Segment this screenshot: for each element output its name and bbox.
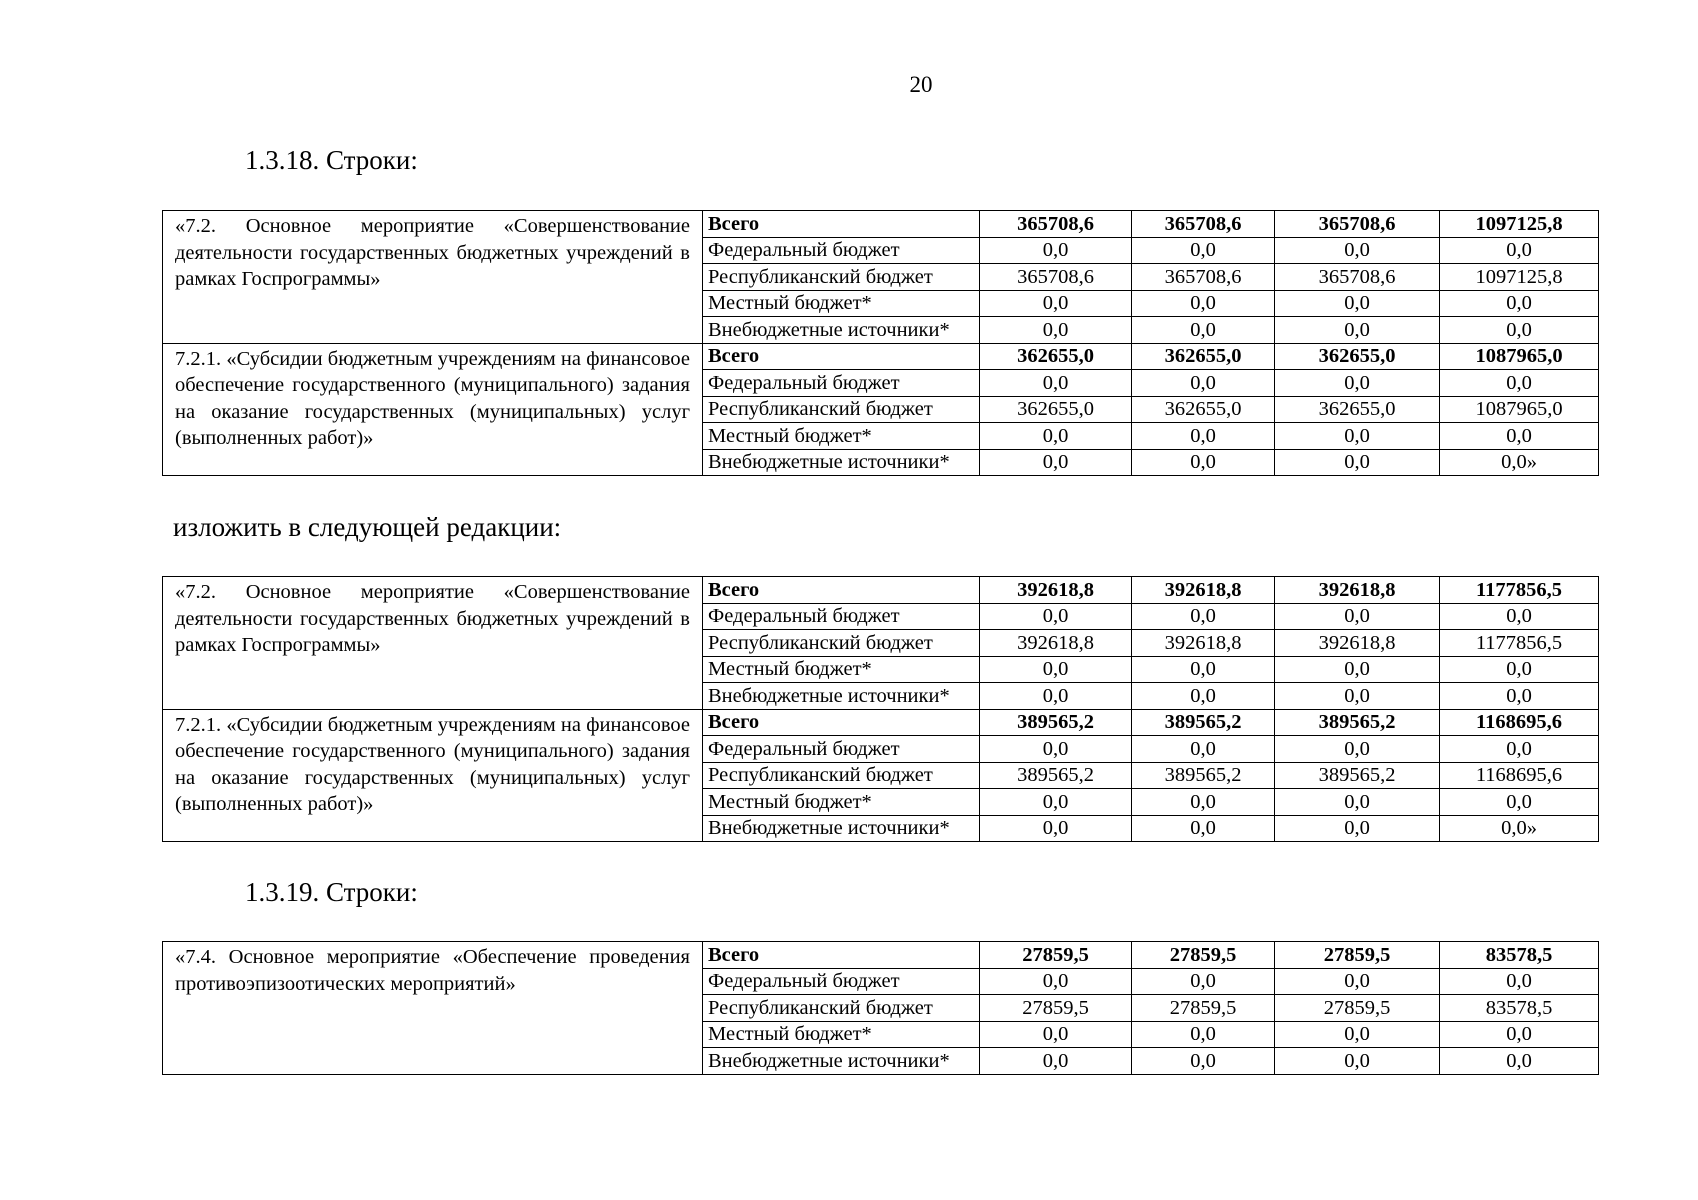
funding-source-cell: Федеральный бюджет — [703, 237, 980, 264]
table-row — [163, 211, 1599, 238]
year-value-cell: 0,0 — [1275, 603, 1440, 630]
year-value-cell: 0,0 — [1132, 237, 1275, 264]
total-value-cell: 83578,5 — [1440, 942, 1599, 969]
year-value-cell: 0,0 — [1275, 1021, 1440, 1048]
year-value-cell: 0,0 — [1275, 789, 1440, 816]
total-value-cell: 0,0 — [1440, 317, 1599, 344]
funding-source-cell: Всего — [703, 709, 980, 736]
funding-source-cell: Федеральный бюджет — [703, 968, 980, 995]
year-value-cell: 392618,8 — [1275, 630, 1440, 657]
year-value-cell: 0,0 — [1132, 449, 1275, 476]
budget-table-new — [162, 576, 1599, 842]
year-value-cell: 0,0 — [1275, 736, 1440, 763]
year-value-cell: 365708,6 — [1132, 211, 1275, 238]
funding-source-cell: Республиканский бюджет — [703, 264, 980, 291]
funding-source-cell: Местный бюджет* — [703, 789, 980, 816]
year-value-cell: 0,0 — [980, 370, 1132, 397]
budget-table-old — [162, 210, 1599, 476]
funding-source-cell: Внебюджетные источники* — [703, 317, 980, 344]
year-value-cell: 362655,0 — [1275, 396, 1440, 423]
funding-source-cell: Местный бюджет* — [703, 656, 980, 683]
measure-description: «7.4. Основное мероприятие «Обеспечение проведения противоэпизоотических мероприятий» — [163, 942, 703, 1075]
total-value-cell: 0,0 — [1440, 968, 1599, 995]
year-value-cell: 0,0 — [980, 449, 1132, 476]
year-value-cell: 27859,5 — [980, 942, 1132, 969]
year-value-cell: 0,0 — [980, 1021, 1132, 1048]
total-value-cell: 1087965,0 — [1440, 396, 1599, 423]
year-value-cell: 0,0 — [1275, 815, 1440, 842]
funding-source-cell: Республиканский бюджет — [703, 630, 980, 657]
funding-source-cell: Внебюджетные источники* — [703, 815, 980, 842]
total-value-cell: 0,0 — [1440, 736, 1599, 763]
total-value-cell: 0,0 — [1440, 423, 1599, 450]
funding-source-cell: Внебюджетные источники* — [703, 449, 980, 476]
total-value-cell: 0,0» — [1440, 449, 1599, 476]
funding-source-cell: Всего — [703, 577, 980, 604]
year-value-cell: 0,0 — [1132, 370, 1275, 397]
year-value-cell: 0,0 — [1132, 290, 1275, 317]
funding-source-cell: Республиканский бюджет — [703, 995, 980, 1022]
total-value-cell: 0,0 — [1440, 683, 1599, 710]
section-heading-1-3-18: 1.3.18. Строки: — [245, 145, 418, 175]
year-value-cell: 389565,2 — [980, 762, 1132, 789]
year-value-cell: 0,0 — [1132, 423, 1275, 450]
total-value-cell: 1087965,0 — [1440, 343, 1599, 370]
total-value-cell: 0,0 — [1440, 603, 1599, 630]
year-value-cell: 0,0 — [980, 683, 1132, 710]
table-row — [163, 577, 1599, 604]
year-value-cell: 365708,6 — [980, 211, 1132, 238]
measure-description: «7.2. Основное мероприятие «Совершенствование деятельности государственных бюджетных учреждений в рамках Госпрограммы» — [163, 577, 703, 710]
year-value-cell: 0,0 — [980, 968, 1132, 995]
year-value-cell: 392618,8 — [980, 577, 1132, 604]
year-value-cell: 0,0 — [1275, 237, 1440, 264]
total-value-cell: 0,0 — [1440, 290, 1599, 317]
year-value-cell: 365708,6 — [1275, 264, 1440, 291]
table-row — [163, 942, 1599, 969]
year-value-cell: 0,0 — [980, 815, 1132, 842]
year-value-cell: 27859,5 — [1132, 995, 1275, 1022]
total-value-cell: 1097125,8 — [1440, 264, 1599, 291]
year-value-cell: 0,0 — [980, 317, 1132, 344]
year-value-cell: 27859,5 — [1275, 942, 1440, 969]
total-value-cell: 0,0 — [1440, 1021, 1599, 1048]
total-value-cell: 1168695,6 — [1440, 709, 1599, 736]
total-value-cell: 1177856,5 — [1440, 577, 1599, 604]
funding-source-cell: Федеральный бюджет — [703, 736, 980, 763]
year-value-cell: 0,0 — [1275, 449, 1440, 476]
total-value-cell: 0,0 — [1440, 789, 1599, 816]
measure-description: «7.2. Основное мероприятие «Совершенствование деятельности государственных бюджетных учреждений в рамках Госпрограммы» — [163, 211, 703, 344]
year-value-cell: 0,0 — [1132, 683, 1275, 710]
total-value-cell: 1177856,5 — [1440, 630, 1599, 657]
year-value-cell: 362655,0 — [1132, 343, 1275, 370]
year-value-cell: 392618,8 — [1132, 577, 1275, 604]
total-value-cell: 1097125,8 — [1440, 211, 1599, 238]
year-value-cell: 389565,2 — [1275, 709, 1440, 736]
funding-source-cell: Федеральный бюджет — [703, 370, 980, 397]
year-value-cell: 0,0 — [1132, 815, 1275, 842]
year-value-cell: 392618,8 — [980, 630, 1132, 657]
year-value-cell: 389565,2 — [1132, 762, 1275, 789]
total-value-cell: 0,0» — [1440, 815, 1599, 842]
year-value-cell: 0,0 — [980, 603, 1132, 630]
year-value-cell: 0,0 — [1275, 656, 1440, 683]
year-value-cell: 362655,0 — [1132, 396, 1275, 423]
funding-source-cell: Республиканский бюджет — [703, 396, 980, 423]
funding-source-cell: Федеральный бюджет — [703, 603, 980, 630]
year-value-cell: 0,0 — [980, 290, 1132, 317]
measure-description: 7.2.1. «Субсидии бюджетным учреждениям на финансовое обеспечение государственного (муниципального) задания на оказание государственных (муниципальных) услуг (выполненных работ)» — [163, 343, 703, 476]
section-heading-1-3-19: 1.3.19. Строки: — [245, 877, 418, 907]
funding-source-cell: Местный бюджет* — [703, 290, 980, 317]
year-value-cell: 27859,5 — [1275, 995, 1440, 1022]
funding-source-cell: Всего — [703, 343, 980, 370]
year-value-cell: 0,0 — [1275, 1048, 1440, 1075]
funding-source-cell: Всего — [703, 211, 980, 238]
year-value-cell: 389565,2 — [980, 709, 1132, 736]
year-value-cell: 392618,8 — [1275, 577, 1440, 604]
year-value-cell: 0,0 — [1275, 683, 1440, 710]
year-value-cell: 0,0 — [980, 237, 1132, 264]
year-value-cell: 0,0 — [1132, 789, 1275, 816]
year-value-cell: 0,0 — [1132, 968, 1275, 995]
year-value-cell: 0,0 — [1132, 603, 1275, 630]
year-value-cell: 0,0 — [1275, 317, 1440, 344]
total-value-cell: 0,0 — [1440, 1048, 1599, 1075]
year-value-cell: 362655,0 — [980, 396, 1132, 423]
year-value-cell: 0,0 — [1132, 317, 1275, 344]
year-value-cell: 0,0 — [1132, 1021, 1275, 1048]
year-value-cell: 0,0 — [980, 656, 1132, 683]
year-value-cell: 362655,0 — [1275, 343, 1440, 370]
year-value-cell: 362655,0 — [980, 343, 1132, 370]
year-value-cell: 0,0 — [1275, 423, 1440, 450]
year-value-cell: 0,0 — [980, 736, 1132, 763]
year-value-cell: 0,0 — [980, 423, 1132, 450]
year-value-cell: 27859,5 — [980, 995, 1132, 1022]
total-value-cell: 0,0 — [1440, 370, 1599, 397]
funding-source-cell: Внебюджетные источники* — [703, 683, 980, 710]
table-row — [163, 709, 1599, 736]
total-value-cell: 1168695,6 — [1440, 762, 1599, 789]
year-value-cell: 0,0 — [980, 789, 1132, 816]
total-value-cell: 83578,5 — [1440, 995, 1599, 1022]
funding-source-cell: Всего — [703, 942, 980, 969]
year-value-cell: 389565,2 — [1275, 762, 1440, 789]
year-value-cell: 365708,6 — [1275, 211, 1440, 238]
year-value-cell: 27859,5 — [1132, 942, 1275, 969]
year-value-cell: 0,0 — [1275, 370, 1440, 397]
year-value-cell: 0,0 — [1275, 290, 1440, 317]
funding-source-cell: Местный бюджет* — [703, 1021, 980, 1048]
year-value-cell: 365708,6 — [980, 264, 1132, 291]
year-value-cell: 0,0 — [980, 1048, 1132, 1075]
year-value-cell: 0,0 — [1132, 656, 1275, 683]
revision-heading: изложить в следующей редакции: — [173, 512, 562, 542]
year-value-cell: 0,0 — [1132, 1048, 1275, 1075]
funding-source-cell: Республиканский бюджет — [703, 762, 980, 789]
total-value-cell: 0,0 — [1440, 656, 1599, 683]
budget-table-7-4 — [162, 941, 1599, 1075]
funding-source-cell: Местный бюджет* — [703, 423, 980, 450]
year-value-cell: 0,0 — [1132, 736, 1275, 763]
year-value-cell: 389565,2 — [1132, 709, 1275, 736]
table-row — [163, 343, 1599, 370]
page-number: 20 — [909, 72, 933, 97]
funding-source-cell: Внебюджетные источники* — [703, 1048, 980, 1075]
year-value-cell: 365708,6 — [1132, 264, 1275, 291]
total-value-cell: 0,0 — [1440, 237, 1599, 264]
measure-description: 7.2.1. «Субсидии бюджетным учреждениям на финансовое обеспечение государственного (муниципального) задания на оказание государственных (муниципальных) услуг (выполненных работ)» — [163, 709, 703, 842]
year-value-cell: 0,0 — [1275, 968, 1440, 995]
year-value-cell: 392618,8 — [1132, 630, 1275, 657]
